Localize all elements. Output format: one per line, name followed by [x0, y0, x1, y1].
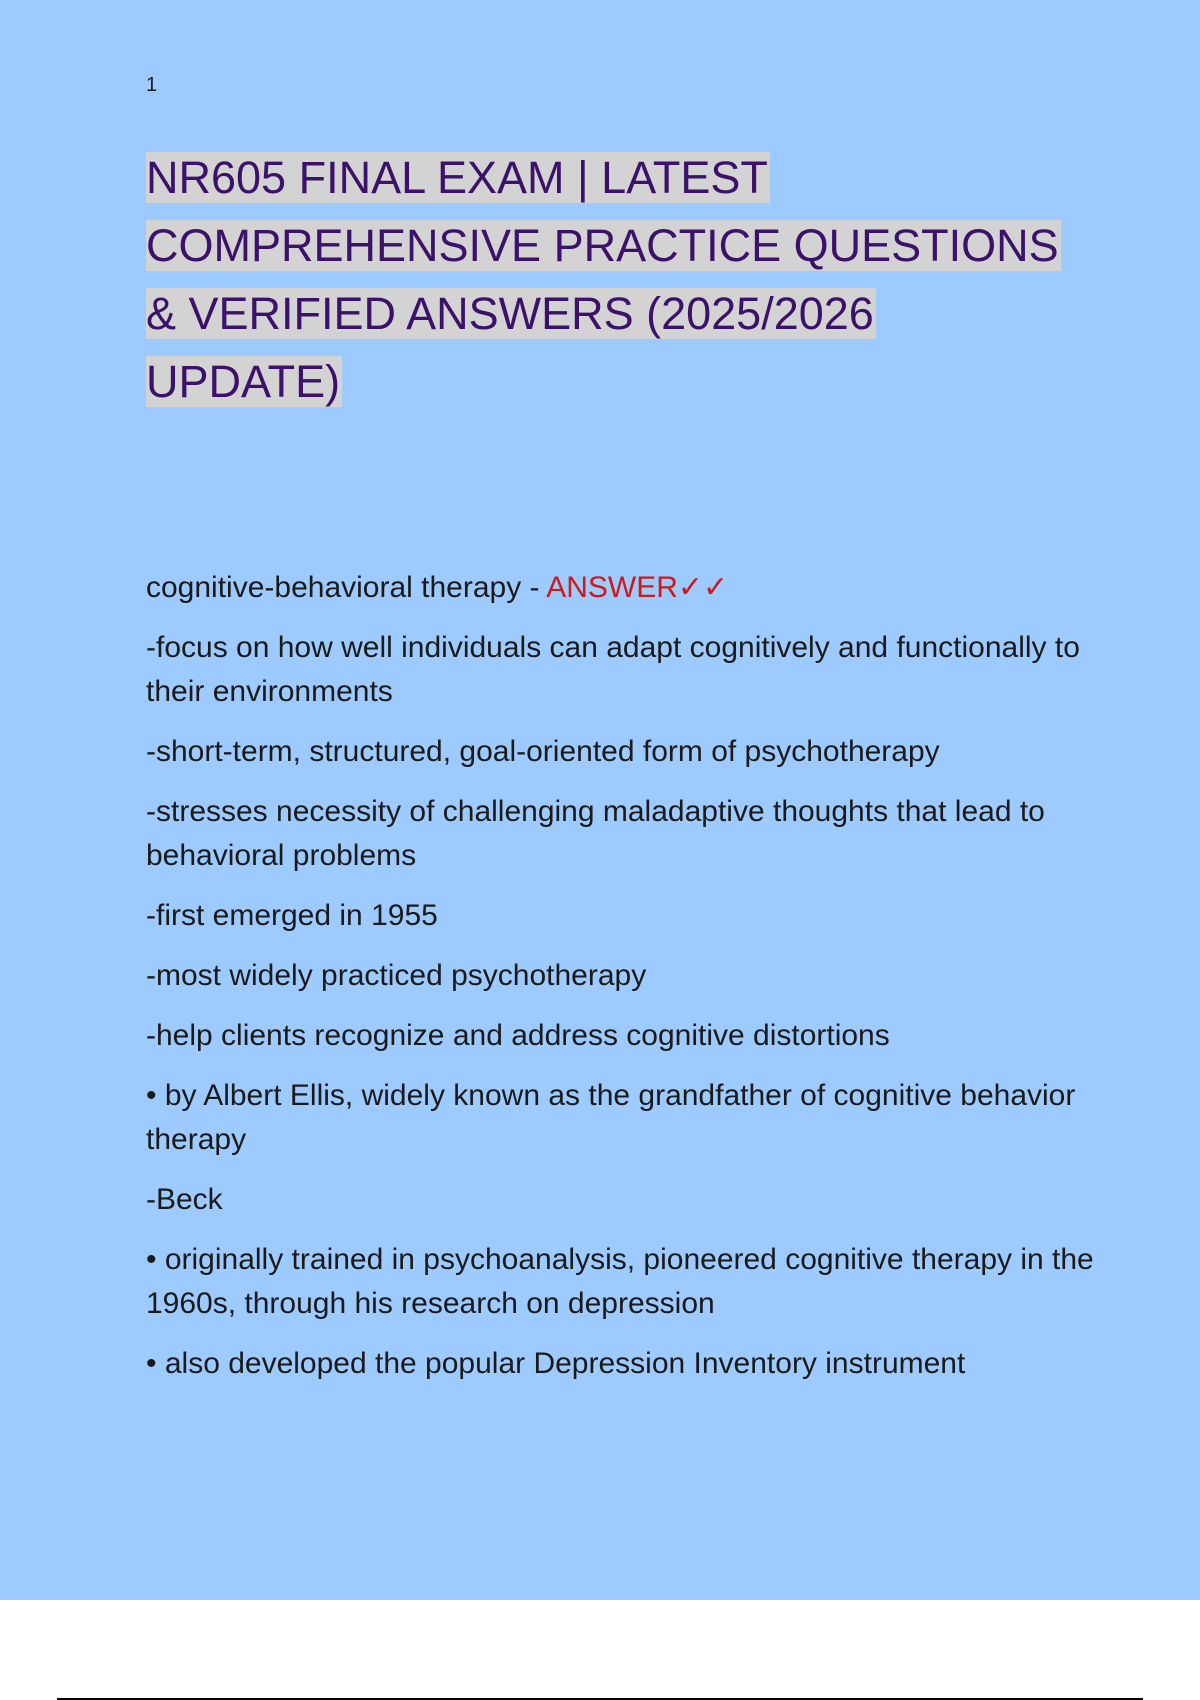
answer-paragraph-10: • also developed the popular Depression Inventory instrument: [146, 1347, 966, 1380]
answer-paragraph-5: -most widely practiced psychotherapy: [146, 959, 647, 992]
document-title: [146, 144, 1086, 416]
title-line-4: UPDATE): [146, 356, 341, 407]
title-line-2: COMPREHENSIVE PRACTICE QUESTIONS: [146, 220, 1059, 271]
title-line-1: NR605 FINAL EXAM | LATEST: [146, 152, 768, 203]
question-term: cognitive-behavioral therapy -: [146, 571, 547, 604]
question-term-line: [146, 566, 1096, 610]
answer-paragraph-7: • by Albert Ellis, widely known as the grandfather of cognitive behavior therapy: [146, 1079, 1076, 1156]
answer-label: ANSWER✓✓: [546, 571, 729, 604]
answer-paragraph-8: -Beck: [146, 1183, 223, 1216]
question-entry: [146, 566, 1096, 1402]
answer-paragraph-6: -help clients recognize and address cognitive distortions: [146, 1019, 890, 1052]
answer-paragraph-1: -focus on how well individuals can adapt cognitively and functionally to their environments: [146, 631, 1080, 708]
answer-paragraph-2: -short-term, structured, goal-oriented form of psychotherapy: [146, 735, 940, 768]
answer-paragraph-4: -first emerged in 1955: [146, 899, 438, 932]
page-number: 1: [146, 74, 158, 96]
answer-paragraph-3: -stresses necessity of challenging maladaptive thoughts that lead to behavioral problems: [146, 795, 1045, 872]
answer-paragraph-9: • originally trained in psychoanalysis, pioneered cognitive therapy in the 1960s, through his research on depression: [146, 1243, 1094, 1320]
title-line-3: & VERIFIED ANSWERS (2025/2026: [146, 288, 874, 339]
